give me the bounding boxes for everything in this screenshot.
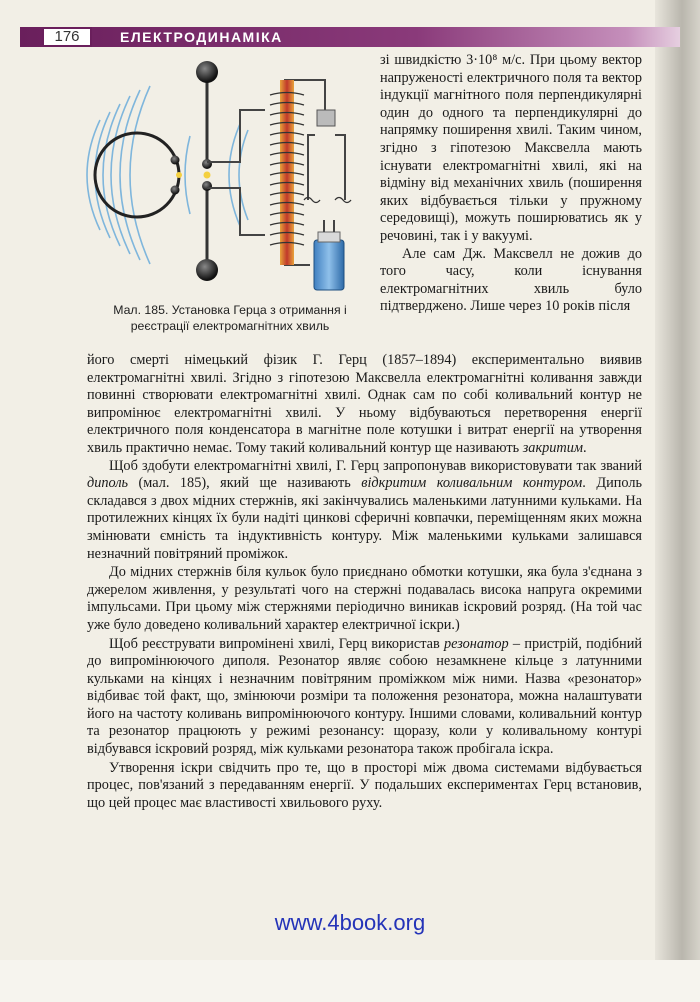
term-open-circuit: відкритим коливальним контуром [361, 475, 583, 492]
paragraph-2-mid: (мал. 185), який ще називають [128, 475, 362, 492]
paragraph-4 [87, 636, 642, 759]
paragraph-4-after: – пристрій, подібний до випромінюючого диполя. Резонатор являє собою незамкнене кільце з латунними кульками на кінцях і незначним повітряним проміжком між ними. Назва «резонатор» відбиває той факт, що, змінюючи розміри та положення резонатора, можна налаштувати його на частоту коливань випромінюючого контуру. Іншими словами, коливальний контур та резонатор працюють у режимі резонансу: щоразу, коли у коливальному контурі відбувався іскровий розряд, між кульками резонатора також пробігала іскра. [87, 635, 642, 758]
term-closed: закритим [522, 439, 584, 456]
page-binding-shadow [655, 0, 700, 1002]
right-column-text [380, 52, 642, 316]
term-resonator: резонатор [443, 635, 509, 652]
resonator-spark [176, 172, 182, 178]
term-dipole: диполь [87, 475, 129, 492]
page-number: 176 [42, 27, 92, 47]
interrupter [317, 110, 335, 126]
main-text [87, 352, 642, 812]
column-paragraph-1: зі швидкістю 3·10⁸ м/с. При цьому вектор напруженості електричного поля та вектор індукції магнітного поля перпендикулярні один до одного та перпендикулярні до напрямку поширення хвилі. Таким чином, згідно з гіпотезою Максвелла мають існувати електромагнітні хвилі, які на відміну від механічних хвиль (поширення яких відбувається тільки у пружному середовищі), можуть поширюватись як у речовині, так і у вакуумі. [380, 52, 642, 244]
small-coils [304, 198, 351, 203]
battery-jar [314, 240, 344, 290]
figure-caption [80, 302, 380, 334]
resonator-ball-top [171, 156, 180, 165]
wave-lines [87, 86, 248, 264]
caption-line-1: Мал. 185. Установка Герца з отримання і [113, 303, 347, 317]
paragraph-5: Утворення іскри свідчить про те, що в просторі між двома системами відбувається процес, пов'язаний з передаванням енергії. У подальших експериментах Герц встановив, що цей процес має властивості хвильового руху. [87, 759, 642, 811]
paragraph-1 [87, 352, 642, 458]
battery-lid [318, 232, 340, 242]
paragraph-2-text: Щоб здобути електромагнітні хвилі, Г. Герц запропонував використовувати так званий [109, 457, 642, 474]
page-bottom-margin [0, 960, 700, 1002]
dipole-ball-top [202, 159, 212, 169]
paragraph-2-after: . Диполь складався з двох мідних стержнів, які закінчувались маленькими латунними кульками. На протилежних кінцях їх були надіті цинкові сферичні ковпачки, переміщенням яких можна змінювати ємність та індуктивність контуру. Між маленькими кульками залишався незначний повітряний проміжок. [87, 475, 642, 562]
dipole-spark [204, 172, 211, 179]
dipole-ball-bottom [202, 181, 212, 191]
caption-line-2: реєстрації електромагнітних хвиль [130, 319, 330, 333]
paragraph-1-text: його смерті німецький фізик Г. Герц (1857–1894) експериментально виявив електромагнітні хвилі. Згідно з гіпотезою Максвелла електромагнітні коливання завжди повинні створювати електромагнітні хвилі. Однак сам по собі коливальний контур не випромінює електромагнітні хвилі. У ньому відбуваються перетворення енергії електричного поля конденсатора в магнітне поле котушки і витрат енергії на утворення хвиль практично немає. Тому такий коливальний контур ще називають [87, 352, 642, 456]
section-title: ЕЛЕКТРОДИНАМІКА [120, 29, 283, 45]
column-paragraph-2: Але сам Дж. Максвелл не дожив до того часу, коли існування електромагнітних хвиль було підтверджено. Лише через 10 років після [380, 245, 642, 315]
watermark-link[interactable]: www.4book.org [274, 910, 426, 935]
paragraph-3: До мідних стержнів біля кульок було приєднано обмотки котушки, яка була з'єднана з джерелом живлення, у результаті чого на стержні подавалась висока напруга окремими імпульсами. При цьому між стержнями періодично виникав іскровий розряд. (На той час уже було доведено коливальний характер електричної іскри.) [87, 564, 642, 633]
resonator-ring [95, 133, 179, 217]
paragraph-1-end: . [583, 439, 587, 456]
figure-hertz-apparatus [80, 50, 380, 305]
hertz-apparatus-icon [80, 50, 380, 305]
section-header-bar [20, 27, 680, 47]
resonator-ball-bottom [171, 186, 180, 195]
dipole-top-cap [196, 61, 218, 83]
dipole-bottom-cap [196, 259, 218, 281]
paragraph-4-text: Щоб реєструвати випромінені хвилі, Герц використав [109, 635, 444, 652]
paragraph-2 [87, 458, 642, 564]
